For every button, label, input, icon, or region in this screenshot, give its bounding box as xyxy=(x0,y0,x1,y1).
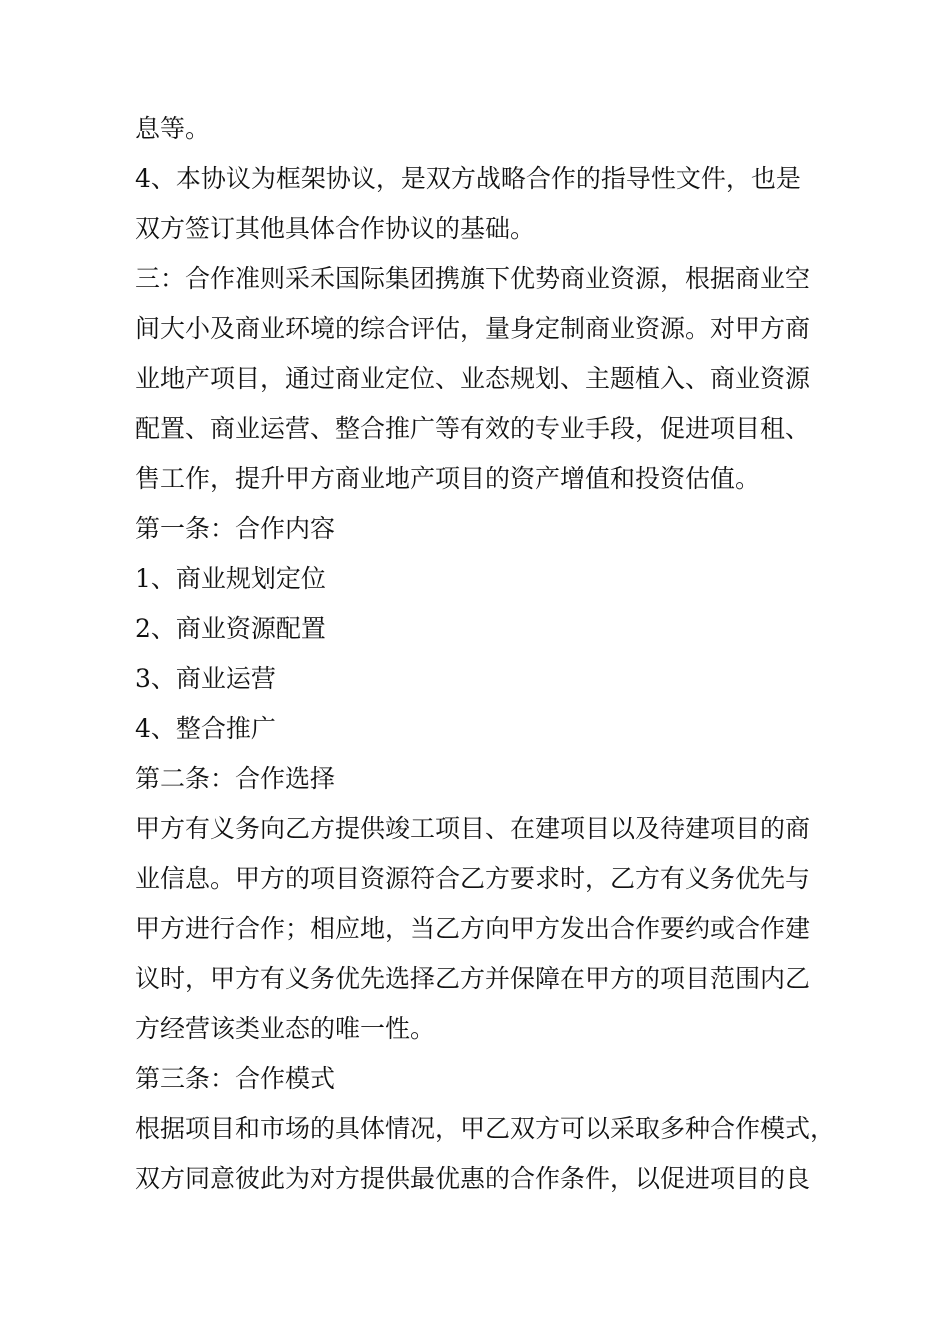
text-line: 息等。 xyxy=(135,114,211,143)
text-line: 双方同意彼此为对方提供最优惠的合作条件，以促进项目的良 xyxy=(135,1164,811,1193)
text-line: 议时，甲方有义务优先选择乙方并保障在甲方的项目范围内乙 xyxy=(135,964,811,993)
section-heading: 第三条：合作模式 xyxy=(135,1064,336,1093)
text-line: 间大小及商业环境的综合评估，量身定制商业资源。对甲方商 xyxy=(135,314,811,343)
text-line: 甲方有义务向乙方提供竣工项目、在建项目以及待建项目的商 xyxy=(135,814,811,843)
section-heading: 第一条：合作内容 xyxy=(135,514,336,543)
text-line: 三：合作准则采禾国际集团携旗下优势商业资源，根据商业空 xyxy=(135,264,811,293)
text-line: 甲方进行合作；相应地，当乙方向甲方发出合作要约或合作建 xyxy=(135,914,811,943)
list-item: 3、商业运营 xyxy=(135,664,276,693)
list-item: 4、整合推广 xyxy=(135,714,276,743)
text-line: 业信息。甲方的项目资源符合乙方要求时，乙方有义务优先与 xyxy=(135,864,811,893)
text-line: 4、本协议为框架协议，是双方战略合作的指导性文件，也是 xyxy=(135,164,801,193)
text-line: 根据项目和市场的具体情况，甲乙双方可以采取多种合作模式， xyxy=(135,1114,836,1143)
text-line: 双方签订其他具体合作协议的基础。 xyxy=(135,214,536,243)
document-body xyxy=(135,104,835,1204)
text-line: 配置、商业运营、整合推广等有效的专业手段，促进项目租、 xyxy=(135,414,811,443)
list-item: 1、商业规划定位 xyxy=(135,564,326,593)
list-item: 2、商业资源配置 xyxy=(135,614,326,643)
section-heading: 第二条：合作选择 xyxy=(135,764,336,793)
text-line: 业地产项目，通过商业定位、业态规划、主题植入、商业资源 xyxy=(135,364,811,393)
text-line: 售工作，提升甲方商业地产项目的资产增值和投资估值。 xyxy=(135,464,761,493)
text-line: 方经营该类业态的唯一性。 xyxy=(135,1014,436,1043)
